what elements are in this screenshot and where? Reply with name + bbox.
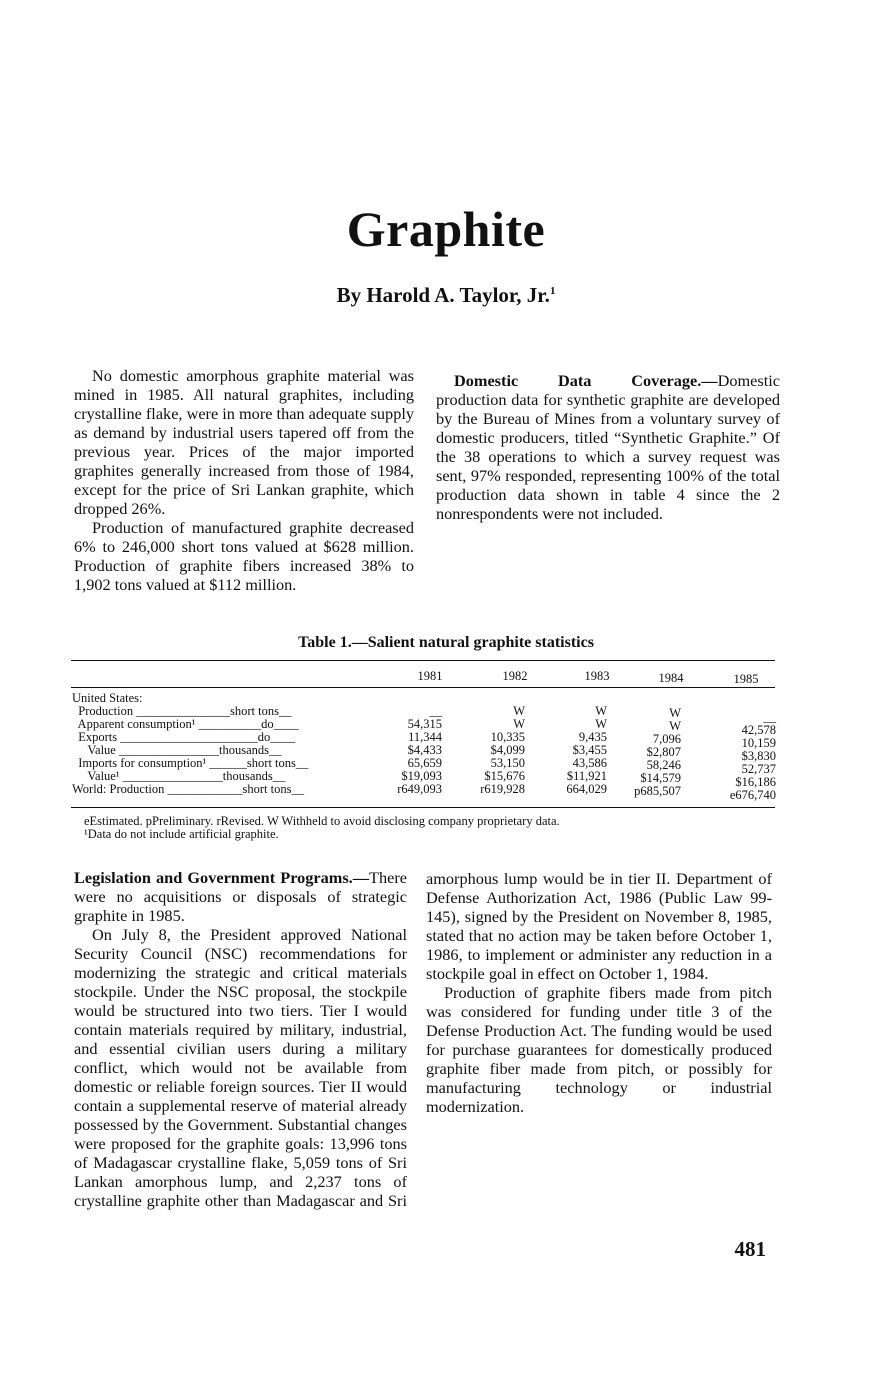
author-footnote-mark: 1 — [549, 285, 556, 297]
year-header-1981: 1981 — [417, 669, 443, 683]
table-row-label: Apparent consumption¹ __________do____ — [72, 717, 299, 731]
table-cell: W — [595, 704, 607, 718]
year-header-1984: 1984 — [658, 671, 684, 685]
author-name: By Harold A. Taylor, Jr. — [336, 283, 550, 307]
table-cell: $3,830 — [741, 749, 776, 763]
table-footnote-1: ¹Data do not include artificial graphite. — [84, 827, 279, 841]
author-byline — [0, 283, 892, 308]
table-row-label: Value¹ ________________thousands__ — [72, 769, 286, 783]
intro-paragraph-2: Production of manufactured graphite decreased 6% to 246,000 short tons valued at $628 million. Production of graphite fibers increased 38% to 1,902 tons valued at $112 million. — [74, 518, 414, 594]
table-row-label: World: Production ____________short tons__ — [72, 782, 304, 796]
table-cell: 664,029 — [566, 782, 607, 796]
nsc-paragraph-continued: amorphous lump would be in tier II. Department of Defense Authorization Act, 1986 (Public Law 99-145), signed by the President on November 8, 1985, stated that no action may be taken before October 1, 1986, to implement or administer any reduction in a stockpile goal in effect on October 1, 1984. — [426, 869, 772, 983]
table-footnote-legend: eEstimated. pPreliminary. rRevised. W Withheld to avoid disclosing company proprietary data. — [84, 814, 560, 828]
table-cell: $11,921 — [566, 769, 607, 783]
table-cell: W — [513, 717, 525, 731]
legislation-text: There were no acquisitions or disposals of strategic graphite in 1985. — [74, 868, 407, 925]
table-cell: $16,186 — [735, 775, 776, 789]
year-header-1983: 1983 — [584, 669, 610, 683]
body-right-flow — [426, 868, 772, 1116]
table-row-label: Imports for consumption¹ ______short tons__ — [72, 756, 309, 770]
table-section-label: United States: — [72, 691, 143, 705]
table-row-label: Value ________________thousands__ — [72, 743, 282, 757]
table-cell: $3,455 — [572, 743, 607, 757]
table-cell: $4,099 — [490, 743, 525, 757]
coverage-paragraph — [436, 371, 780, 523]
table-cell: W — [669, 719, 681, 733]
table-cell: $2,807 — [646, 745, 681, 759]
table-cell: 42,578 — [741, 723, 776, 737]
body-right-column — [426, 868, 772, 1213]
body-left-column — [74, 868, 407, 1228]
table-cell: 11,344 — [408, 730, 442, 744]
intro-paragraph-1: No domestic amorphous graphite material was mined in 1985. All natural graphites, including crystalline flake, were in more than adequate supply as demand by industrial users tapered off from the previous year. Prices of the major imported graphites generally increased from those of 1984, except for the price of Sri Lankan graphite, which dropped 26%. — [74, 366, 414, 518]
table-cell: 53,150 — [490, 756, 525, 770]
table-bottom-rule — [71, 807, 775, 808]
year-header-1985: 1985 — [733, 672, 759, 686]
page-number: 481 — [734, 1237, 766, 1261]
legislation-paragraph — [74, 868, 407, 925]
table-cell: 10,159 — [741, 736, 776, 750]
table-top-rule — [71, 660, 775, 661]
table-cell: __ — [429, 704, 442, 718]
table-cell: 7,096 — [652, 732, 681, 746]
table-cell: 58,246 — [646, 758, 681, 772]
table-cell: W — [669, 706, 681, 720]
table-cell: 43,586 — [572, 756, 607, 770]
table-cell: W — [513, 704, 525, 718]
table-cell: 52,737 — [741, 762, 776, 776]
table-cell: __ — [763, 710, 776, 724]
table-cell: 54,315 — [407, 717, 442, 731]
table-cell: 65,659 — [407, 756, 442, 770]
intro-right-column-text — [436, 371, 780, 523]
table-cell: $19,093 — [401, 769, 442, 783]
table-cell: W — [595, 717, 607, 731]
page-title: Graphite — [346, 201, 546, 257]
table-title: Table 1.—Salient natural graphite statistics — [298, 634, 594, 651]
nsc-paragraph: On July 8, the President approved National Security Council (NSC) recommendations for modernizing the strategic and critical materials stockpile. Under the NSC proposal, the stockpile would be structured into two tiers. Tier I would contain materials required by military, industrial, and essential civilian users during a military conflict, which would not be available from domestic or reliable foreign sources. Tier II would contain a supplemental reserve of material already possessed by the Government. Substantial changes were proposed for the graphite goals: 13,996 tons of Madagascar crystalline flake, 5,059 tons of Sri Lankan amorphous lump, and 2,237 tons of crystalline graphite other than Madagascar and Sri — [74, 925, 407, 1210]
coverage-heading: Domestic Data Coverage.— — [454, 371, 718, 390]
table-header-rule — [71, 687, 775, 688]
table-cell: 9,435 — [578, 730, 607, 744]
intro-left-column — [74, 366, 414, 594]
coverage-text: Domestic production data for synthetic graphite are developed by the Bureau of Mines from a voluntary survey of domestic producers, titled “Synthetic Graphite.” Of the 38 operations to which a survey request was sent, 97% responded, representing 100% of the total production data shown in table 4 since the 2 nonrespondents were not included. — [436, 371, 780, 523]
table-cell: r619,928 — [480, 782, 525, 796]
table-row-label: Production _______________short tons__ — [72, 704, 292, 718]
table-cell: $4,433 — [407, 743, 442, 757]
table-cell: 10,335 — [490, 730, 525, 744]
table-cell: e676,740 — [729, 788, 776, 802]
table-cell: p685,507 — [634, 784, 681, 798]
table-cell: r649,093 — [397, 782, 442, 796]
year-header-1982: 1982 — [502, 669, 528, 683]
table-cell: $15,676 — [484, 769, 525, 783]
pitch-fiber-paragraph: Production of graphite fibers made from pitch was considered for funding under title 3 of the Defense Production Act. The funding would be used for purchase guarantees for domestically produced graphite fiber made from pitch, or possibly for manufacturing technology or industrial modernization. — [426, 983, 772, 1116]
legislation-heading: Legislation and Government Programs.— — [74, 868, 370, 887]
table-row-label: Exports ______________________do____ — [72, 730, 296, 744]
table-cell: $14,579 — [640, 771, 681, 785]
